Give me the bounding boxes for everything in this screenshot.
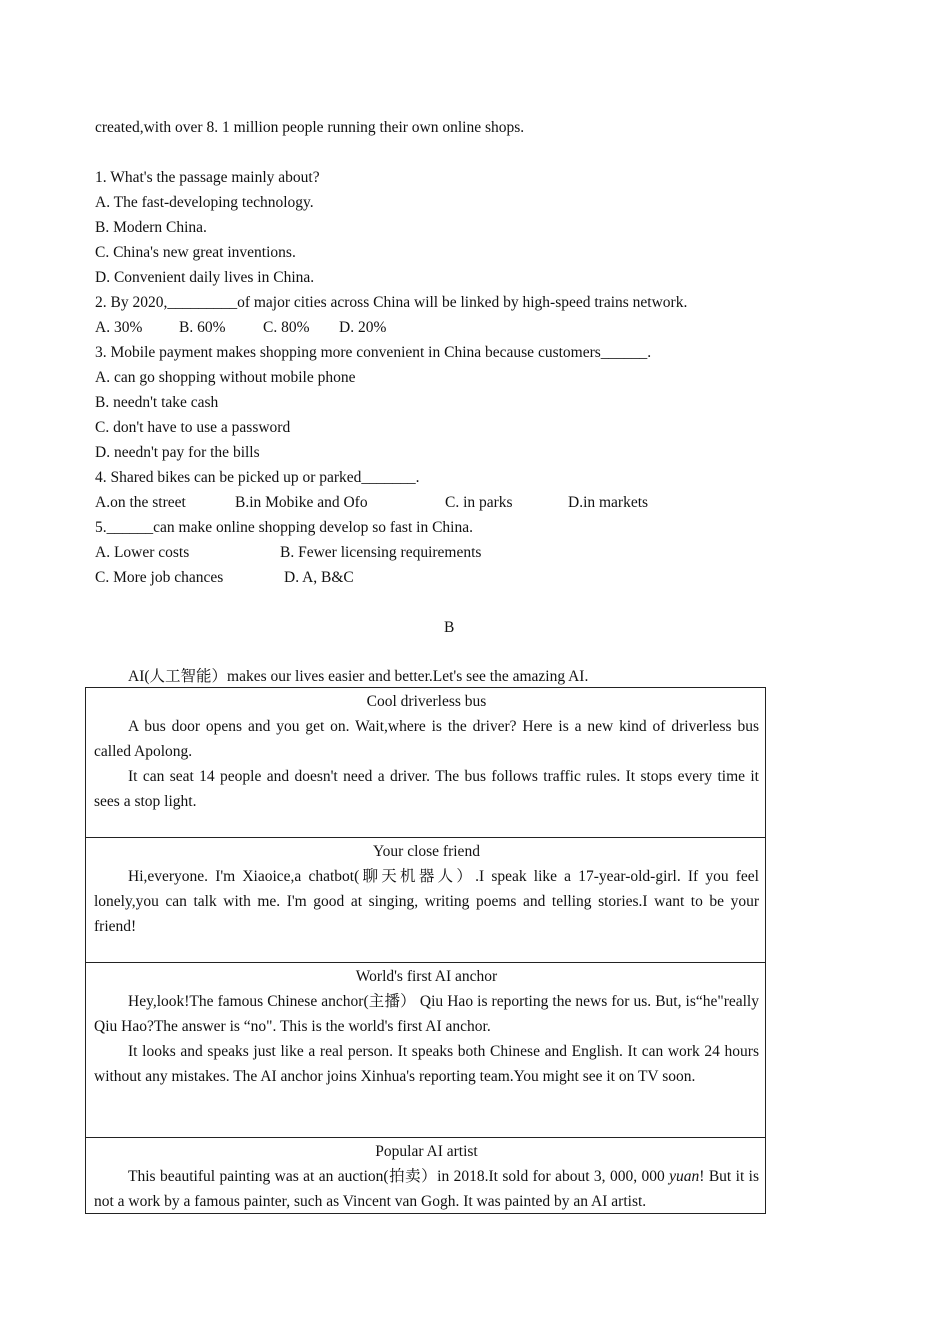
question-2-option-b: B. 60% bbox=[179, 319, 226, 336]
question-1-option-d: D. Convenient daily lives in China. bbox=[95, 269, 315, 286]
question-4-stem: 4. Shared bikes can be picked up or parked_______. bbox=[95, 469, 420, 486]
card-paragraph: Hey,look!The famous Chinese anchor(主播） Qiu Hao is reporting the news for us. But, is“he"really Qiu Hao?The answer is “no". This is the world's first AI anchor. bbox=[94, 993, 759, 1035]
question-3-option-d: D. needn't pay for the bills bbox=[95, 444, 260, 461]
card-driverless-bus bbox=[86, 689, 766, 814]
question-5-option-a: A. Lower costs bbox=[95, 544, 190, 561]
question-3-stem: 3. Mobile payment makes shopping more convenient in China because customers______. bbox=[95, 344, 652, 361]
table-border-top bbox=[85, 687, 766, 688]
card-paragraph: It can seat 14 people and doesn't need a driver. The bus follows traffic rules. It stops every time it sees a stop light. bbox=[94, 768, 759, 810]
card-ai-anchor bbox=[86, 964, 766, 1089]
question-2-option-a: A. 30% bbox=[95, 319, 143, 336]
table-row-divider bbox=[85, 837, 766, 838]
question-3-option-c: C. don't have to use a password bbox=[95, 419, 291, 436]
question-4-option-d: D.in markets bbox=[568, 494, 649, 511]
question-2-option-d: D. 20% bbox=[339, 319, 387, 336]
question-5-stem: 5.______can make online shopping develop so fast in China. bbox=[95, 519, 473, 536]
question-5-option-c: C. More job chances bbox=[95, 569, 224, 586]
question-4-option-c: C. in parks bbox=[445, 494, 513, 511]
question-1-option-c: C. China's new great inventions. bbox=[95, 244, 296, 261]
question-2-stem: 2. By 2020,_________of major cities across China will be linked by high-speed trains network. bbox=[95, 294, 688, 311]
question-3-option-b: B. needn't take cash bbox=[95, 394, 219, 411]
question-2-option-c: C. 80% bbox=[263, 319, 310, 336]
currency-word: yuan bbox=[669, 1168, 700, 1185]
question-3-option-a: A. can go shopping without mobile phone bbox=[95, 369, 356, 386]
card-paragraph-text: This beautiful painting was at an auction(拍卖）in 2018.It sold for about 3, 000, 000 bbox=[128, 1168, 670, 1185]
table-row-divider bbox=[85, 1137, 766, 1138]
section-b-label: B bbox=[444, 619, 455, 636]
question-4-option-b: B.in Mobike and Ofo bbox=[235, 494, 368, 511]
passage-tail: created,with over 8. 1 million people running their own online shops. bbox=[95, 119, 525, 136]
card-paragraph: Hi,everyone. I'm Xiaoice,a chatbot(聊天机器人）.I speak like a 17-year-old-girl. If you feel lonely,you can talk with me. I'm good at singing, writing poems and telling stories.I want to be your friend! bbox=[94, 868, 759, 935]
table-row-divider bbox=[85, 962, 766, 963]
question-1-stem: 1. What's the passage mainly about? bbox=[95, 169, 320, 186]
card-title: Popular AI artist bbox=[375, 1143, 478, 1160]
section-b-intro: AI(人工智能）makes our lives easier and better.Let's see the amazing AI. bbox=[128, 668, 589, 685]
question-4-option-a: A.on the street bbox=[95, 494, 186, 511]
card-title: Your close friend bbox=[373, 843, 480, 860]
question-1-option-b: B. Modern China. bbox=[95, 219, 207, 236]
question-5-option-b: B. Fewer licensing requirements bbox=[280, 544, 482, 561]
card-paragraph bbox=[94, 1164, 759, 1214]
card-close-friend bbox=[86, 839, 766, 939]
question-1-option-a: A. The fast-developing technology. bbox=[95, 194, 314, 211]
card-paragraph: A bus door opens and you get on. Wait,where is the driver? Here is a new kind of driverless bus called Apolong. bbox=[94, 718, 759, 760]
card-paragraph: It looks and speaks just like a real person. It speaks both Chinese and English. It can work 24 hours without any mistakes. The AI anchor joins Xinhua's reporting team.You might see it on TV soon. bbox=[94, 1043, 759, 1085]
card-paragraph-text: ! But it is not a work by a famous painter, such as Vincent van Gogh. It was painted by an AI artist. bbox=[94, 1168, 759, 1210]
card-title: Cool driverless bus bbox=[366, 693, 487, 710]
question-5-option-d: D. A, B&C bbox=[284, 569, 354, 586]
card-ai-artist bbox=[86, 1139, 766, 1214]
card-title: World's first AI anchor bbox=[355, 968, 498, 985]
